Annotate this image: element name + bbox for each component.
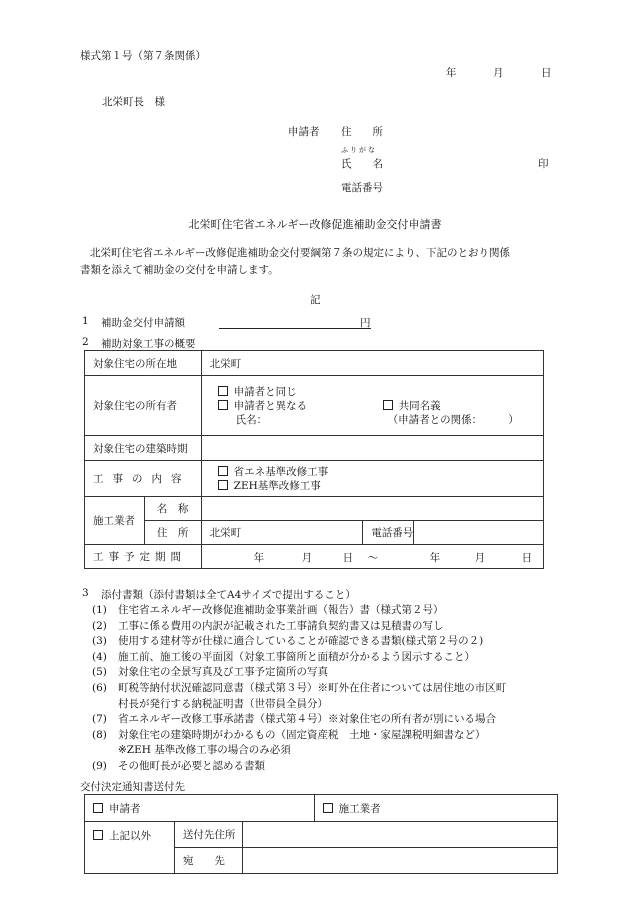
attachments-list [92, 603, 506, 775]
item2-label: 補助対象工事の概要 [101, 338, 196, 350]
table-row [85, 376, 544, 436]
amount-unit: 円 [360, 317, 371, 329]
seal-mark: 印 [538, 158, 549, 170]
schedule-value[interactable] [201, 545, 543, 569]
schedule-label: 工事予定期間 [85, 545, 202, 569]
table-row [85, 497, 544, 521]
item3-label: 添付書類（添付書類は全てA4サイズで提出すること） [101, 589, 356, 601]
item3-number: 3 [82, 587, 89, 599]
notice-applicant-checkbox[interactable] [93, 803, 103, 813]
energy-standard-checkbox[interactable] [218, 466, 228, 476]
table-row [85, 545, 544, 569]
contractor-address-value[interactable]: 北栄町 [201, 521, 363, 545]
owner-relation-label: （申請者との関係： ） [387, 413, 519, 426]
built-period-value[interactable] [201, 436, 543, 461]
joint-ownership-checkbox[interactable] [383, 400, 393, 410]
applicant-name-label: 氏 名 [341, 158, 383, 170]
energy-standard-label: 省エネ基準改修工事 [233, 465, 329, 478]
notice-heading: 交付決定通知書送付先 [80, 781, 185, 793]
joint-ownership-label: 共同名義 [398, 399, 441, 412]
location-value[interactable]: 北栄町 [201, 351, 543, 376]
list-item: (9) その他町長が必要と認める書類 [92, 759, 265, 772]
notice-other-label: 上記以外 [109, 830, 151, 842]
list-item: (7) 省エネルギー改修工事承諾書（様式第４号）※対象住宅の所有者が別にいる場合 [92, 713, 496, 726]
schedule-start-day: 日 [342, 552, 354, 564]
table-row [85, 521, 544, 545]
list-item: (4) 施工前、施工後の平面図（対象工事箇所と面積が分かるよう図示すること） [92, 650, 475, 663]
item1-number: 1 [82, 315, 89, 327]
applicant-address-label: 住 所 [341, 126, 383, 138]
schedule-end-year: 年 [429, 552, 441, 564]
location-label: 対象住宅の所在地 [85, 351, 202, 376]
notice-contractor-checkbox[interactable] [323, 803, 333, 813]
contractor-label: 施工業者 [85, 497, 145, 545]
owner-same-checkbox[interactable] [218, 386, 228, 396]
schedule-separator: 〜 [367, 552, 379, 564]
list-item: (3) 使用する建材等が仕様に適合していることが確認できる書類(様式第２号の２) [92, 635, 484, 648]
contractor-phone-value[interactable] [414, 521, 544, 545]
notice-applicant-label: 申請者 [109, 802, 141, 815]
table-row [85, 461, 544, 497]
contractor-address-label: 住 所 [144, 521, 201, 545]
table-row [85, 795, 558, 822]
notice-address-value[interactable] [242, 822, 557, 848]
addressee: 北栄町長 様 [102, 96, 165, 108]
schedule-end-month: 月 [474, 552, 486, 564]
intro-line-2: 書類を添えて補助金の交付を申請します。 [80, 264, 279, 276]
list-item: 村長が発行する納税証明書（世帯員全員分） [118, 697, 328, 710]
form-number: 様式第１号（第７条関係） [80, 50, 206, 62]
furigana-label: ふりがな [341, 146, 377, 154]
document-title: 北栄町住宅省エネルギー改修促進補助金交付申請書 [188, 218, 442, 231]
work-content-options [201, 461, 543, 497]
table-row [85, 351, 544, 376]
contractor-name-value[interactable] [201, 497, 543, 521]
notice-table [84, 794, 558, 874]
list-item: (8) 対象住宅の建築時期がわかるもの（固定資産税 土地・家屋課税明細書など） [92, 728, 486, 741]
notice-other-checkbox[interactable] [93, 830, 103, 840]
amount-underline[interactable] [219, 328, 371, 329]
built-period-label: 対象住宅の建築時期 [85, 436, 202, 461]
contractor-name-label: 名 称 [144, 497, 201, 521]
owner-name-label: 氏名： [235, 413, 268, 426]
owner-different-checkbox[interactable] [218, 400, 228, 410]
list-item: (2) 工事に係る費用の内訳が記載された工事請負契約書又は見積書の写し [92, 619, 444, 632]
schedule-end-day: 日 [521, 552, 533, 564]
ki-mark: 記 [310, 294, 321, 306]
intro-line-1: 北栄町住宅省エネルギー改修促進補助金交付要綱第７条の規定により、下記のとおり関係 [90, 247, 510, 259]
table-row [85, 436, 544, 461]
work-content-label: 工事の内容 [85, 461, 202, 497]
schedule-start-year: 年 [253, 552, 265, 564]
applicant-label: 申請者 [288, 126, 320, 138]
zeh-standard-label: ZEH基準改修工事 [233, 479, 321, 492]
list-item: (5) 対象住宅の全景写真及び工事予定箇所の写真 [92, 666, 328, 679]
item2-number: 2 [82, 336, 89, 348]
owner-label: 対象住宅の所有者 [85, 376, 202, 436]
list-item: ※ZEH 基準改修工事の場合のみ必須 [118, 744, 291, 757]
table-row [85, 822, 558, 848]
applicant-phone-label: 電話番号 [341, 182, 383, 194]
date-year-label: 年 [446, 67, 457, 79]
notice-recipient-value[interactable] [242, 848, 557, 874]
list-item: (6) 町税等納付状況確認同意書（様式第３号）※町外在住者については居住地の市区町 [92, 681, 507, 694]
item1-label: 補助金交付申請額 [101, 317, 185, 329]
contractor-phone-label: 電話番号 [363, 521, 414, 545]
owner-options [201, 376, 543, 436]
date-day-label: 日 [541, 67, 552, 79]
notice-address-label: 送付先住所 [174, 822, 242, 848]
owner-same-label: 申請者と同じ [233, 385, 297, 398]
zeh-standard-checkbox[interactable] [218, 480, 228, 490]
schedule-start-month: 月 [301, 552, 313, 564]
notice-recipient-label: 宛 先 [174, 848, 242, 874]
owner-different-label: 申請者と異なる [233, 399, 308, 412]
list-item: (1) 住宅省エネルギー改修促進補助金事業計画（報告）書（様式第２号） [92, 604, 444, 616]
project-table [84, 350, 544, 569]
notice-applicant-cell [85, 795, 315, 822]
notice-contractor-label: 施工業者 [338, 802, 381, 815]
date-month-label: 月 [493, 67, 504, 79]
notice-other-cell [85, 822, 175, 874]
notice-contractor-cell [314, 795, 557, 822]
